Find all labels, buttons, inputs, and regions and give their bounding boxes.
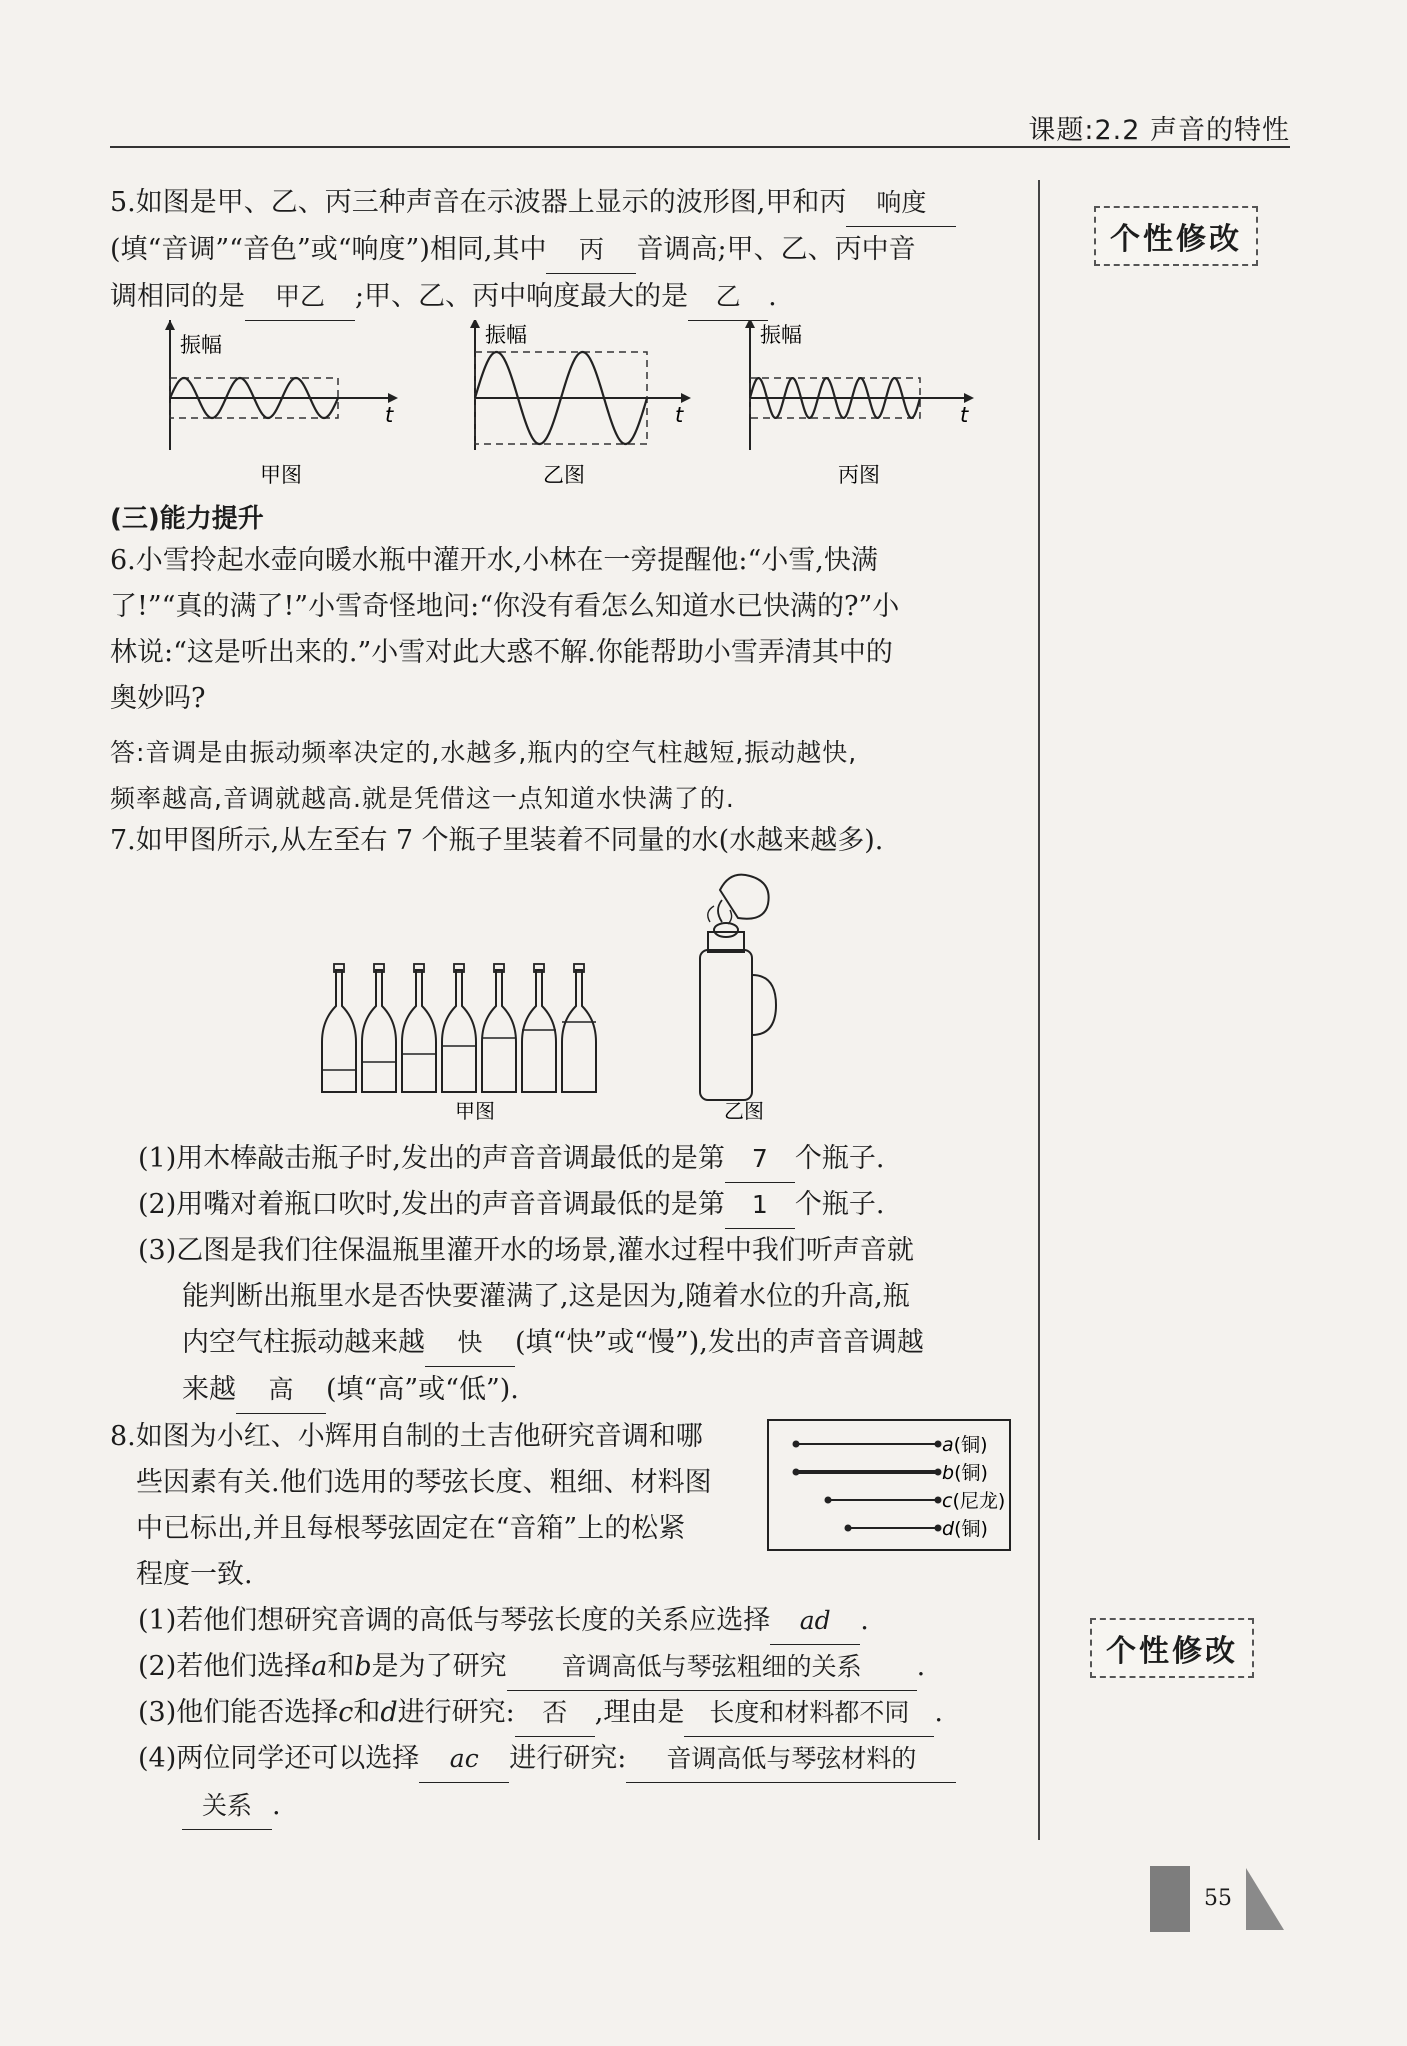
bottle bbox=[562, 970, 596, 1092]
q5-answer-4: 乙 bbox=[688, 274, 768, 321]
q8-sub3 bbox=[138, 1690, 1008, 1737]
q6-line: 林说:“这是听出来的.”小雪对此大惑不解.你能帮助小雪弄清其中的 bbox=[110, 637, 893, 668]
q8-text: . bbox=[934, 1697, 943, 1728]
q8-sub1 bbox=[138, 1598, 1008, 1645]
string-peg bbox=[793, 1441, 800, 1448]
waveform-graphs bbox=[150, 320, 1010, 495]
margin-divider bbox=[1038, 180, 1040, 1840]
graph-bing-axis-label: 振幅 bbox=[760, 323, 802, 347]
page-tab-block bbox=[1150, 1866, 1190, 1932]
string-label: c(尼龙) bbox=[942, 1490, 1006, 1512]
q7-answer-4: 高 bbox=[236, 1367, 326, 1414]
graph-yi-t-label: t bbox=[675, 403, 684, 427]
graph-bing bbox=[745, 320, 974, 487]
lesson-title: 课题:2.2 声音的特性 bbox=[1028, 115, 1290, 146]
page-header bbox=[110, 108, 1290, 148]
q5-answer-1: 响度 bbox=[846, 180, 956, 227]
q8-text: . bbox=[916, 1651, 926, 1682]
bottle bbox=[442, 970, 476, 1092]
question-6 bbox=[110, 538, 1010, 722]
q6-answer bbox=[110, 730, 1010, 822]
section-title: (三)能力提升 bbox=[110, 504, 264, 534]
graph-yi bbox=[470, 320, 691, 487]
q7-text: (2)用嘴对着瓶口吹时,发出的声音音调最低的是第 bbox=[138, 1189, 725, 1220]
string-label: b(铜) bbox=[942, 1462, 988, 1484]
bottle-row bbox=[322, 964, 596, 1092]
string-peg bbox=[935, 1469, 942, 1476]
q8-line: 8.如图为小红、小辉用自制的土吉他研究音调和哪 bbox=[110, 1421, 703, 1452]
graph-jia-caption: 甲图 bbox=[260, 463, 302, 487]
q7-answer-1: 7 bbox=[725, 1136, 795, 1183]
q7-stem: 7.如甲图所示,从左至右 7 个瓶子里装着不同量的水(水越来越多). bbox=[110, 825, 884, 856]
string-label: d(铜) bbox=[942, 1518, 988, 1540]
graph-yi-caption: 乙图 bbox=[543, 463, 585, 487]
q7-sub2 bbox=[138, 1182, 1008, 1229]
q5-text: 音调高;甲、乙、丙中音 bbox=[636, 234, 916, 265]
figure-b-caption: 乙图 bbox=[724, 1099, 764, 1123]
q5-answer-3: 甲乙 bbox=[245, 274, 355, 321]
string-peg bbox=[825, 1497, 832, 1504]
q8-answer-2: 音调高低与琴弦粗细的关系 bbox=[507, 1644, 917, 1691]
q5-text: ;甲、乙、丙中响度最大的是 bbox=[355, 281, 689, 312]
q8-line: 程度一致. bbox=[136, 1559, 253, 1590]
side-note-box-top: 个性修改 bbox=[1094, 206, 1258, 266]
q6-line: 奥妙吗? bbox=[110, 683, 206, 714]
bottle bbox=[322, 970, 356, 1092]
question-5 bbox=[110, 180, 1010, 321]
guitar-strings-figure bbox=[766, 1418, 1016, 1554]
string-label: a(铜) bbox=[942, 1434, 988, 1456]
q7-line: (3)乙图是我们往保温瓶里灌开水的场景,灌水过程中我们听声音就 bbox=[138, 1235, 914, 1266]
q6-line: 6.小雪拎起水壶向暖水瓶中灌开水,小林在一旁提醒他:“小雪,快满 bbox=[110, 545, 878, 576]
q7-line: 能判断出瓶里水是否快要灌满了,这是因为,随着水位的升高,瓶 bbox=[182, 1281, 910, 1312]
side-note-box-bottom: 个性修改 bbox=[1090, 1618, 1254, 1678]
q8-text: (2)若他们选择 bbox=[138, 1651, 312, 1682]
q8-text: 是为了研究 bbox=[371, 1651, 507, 1682]
string-peg bbox=[845, 1525, 852, 1532]
bottle bbox=[402, 970, 436, 1092]
q8-text: . bbox=[272, 1790, 281, 1821]
q8-sub2 bbox=[138, 1644, 1008, 1691]
q8-var: a bbox=[311, 1651, 328, 1682]
q7-text: (1)用木棒敲击瓶子时,发出的声音音调最低的是第 bbox=[138, 1143, 725, 1174]
bottle bbox=[362, 970, 396, 1092]
q6-answer-line: 频率越高,音调就越高.就是凭借这一点知道水快满了的. bbox=[110, 784, 735, 813]
string-peg bbox=[935, 1441, 942, 1448]
q8-sub4 bbox=[138, 1736, 1008, 1830]
graph-yi-axis-label: 振幅 bbox=[485, 323, 527, 347]
q7-text: 内空气柱振动越来越 bbox=[182, 1327, 425, 1358]
q8-answer-5: ac bbox=[419, 1736, 509, 1783]
q7-sub3 bbox=[138, 1228, 1008, 1414]
q7-answer-2: 1 bbox=[725, 1182, 795, 1229]
q5-text: . bbox=[768, 281, 777, 312]
string-peg bbox=[935, 1525, 942, 1532]
q8-answer-1: ad bbox=[770, 1598, 860, 1645]
graph-jia-axis-label: 振幅 bbox=[180, 333, 222, 357]
graph-bing-caption: 丙图 bbox=[838, 463, 880, 487]
q8-text: 和 bbox=[327, 1651, 355, 1682]
q8-answer-6: 音调高低与琴弦材料的 bbox=[626, 1736, 956, 1783]
string-set bbox=[793, 1434, 1006, 1540]
q8-text: 进行研究: bbox=[509, 1743, 627, 1774]
q7-text: (填“快”或“慢”),发出的声音音调越 bbox=[515, 1327, 924, 1358]
page-corner-triangle bbox=[1246, 1868, 1286, 1932]
page-number: 55 bbox=[1204, 1886, 1232, 1911]
q7-text: 个瓶子. bbox=[794, 1189, 885, 1220]
q8-text: 和 bbox=[353, 1697, 381, 1728]
q8-line: 些因素有关.他们选用的琴弦长度、粗细、材料图 bbox=[136, 1467, 712, 1498]
q8-text: (4)两位同学还可以选择 bbox=[138, 1743, 420, 1774]
q8-var: c bbox=[338, 1697, 354, 1728]
q8-text: (1)若他们想研究音调的高低与琴弦长度的关系应选择 bbox=[138, 1605, 771, 1636]
q8-text: . bbox=[860, 1605, 869, 1636]
q6-line: 了!”“真的满了!”小雪奇怪地问:“你没有看怎么知道水已快满的?”小 bbox=[110, 591, 900, 622]
q7-text: (填“高”或“低”). bbox=[326, 1374, 519, 1405]
question-8 bbox=[110, 1414, 750, 1598]
q8-text: (3)他们能否选择 bbox=[138, 1697, 339, 1728]
q5-text: (填“音调”“音色”或“响度”)相同,其中 bbox=[110, 234, 547, 265]
q8-answer-4: 长度和材料都不同 bbox=[684, 1690, 934, 1737]
graph-jia-t-label: t bbox=[385, 403, 394, 427]
q7-text: 来越 bbox=[182, 1374, 236, 1405]
q6-answer-line: 答:音调是由振动频率决定的,水越多,瓶内的空气柱越短,振动越快, bbox=[110, 738, 858, 767]
bottles-figure bbox=[320, 870, 800, 1130]
q5-answer-2: 丙 bbox=[546, 227, 636, 274]
q8-text: 进行研究: bbox=[397, 1697, 515, 1728]
figure-a-caption: 甲图 bbox=[455, 1099, 495, 1123]
bottle bbox=[482, 970, 516, 1092]
bottle bbox=[522, 970, 556, 1092]
q8-text: ,理由是 bbox=[594, 1697, 685, 1728]
thermos-illustration bbox=[700, 875, 776, 1123]
q5-text: 调相同的是 bbox=[110, 281, 245, 312]
q7-answer-3: 快 bbox=[425, 1320, 515, 1367]
q8-answer-7: 关系 bbox=[182, 1783, 272, 1830]
q5-text: 5.如图是甲、乙、丙三种声音在示波器上显示的波形图,甲和丙 bbox=[110, 187, 847, 218]
string-peg bbox=[793, 1469, 800, 1476]
string-peg bbox=[935, 1497, 942, 1504]
q7-sub1 bbox=[138, 1136, 1008, 1183]
q8-line: 中已标出,并且每根琴弦固定在“音箱”上的松紧 bbox=[136, 1513, 686, 1544]
q7-text: 个瓶子. bbox=[794, 1143, 885, 1174]
q8-var: d bbox=[380, 1697, 398, 1728]
q8-answer-3: 否 bbox=[515, 1690, 595, 1737]
q8-var: b bbox=[354, 1651, 372, 1682]
graph-bing-t-label: t bbox=[960, 403, 969, 427]
graph-jia bbox=[165, 320, 398, 487]
